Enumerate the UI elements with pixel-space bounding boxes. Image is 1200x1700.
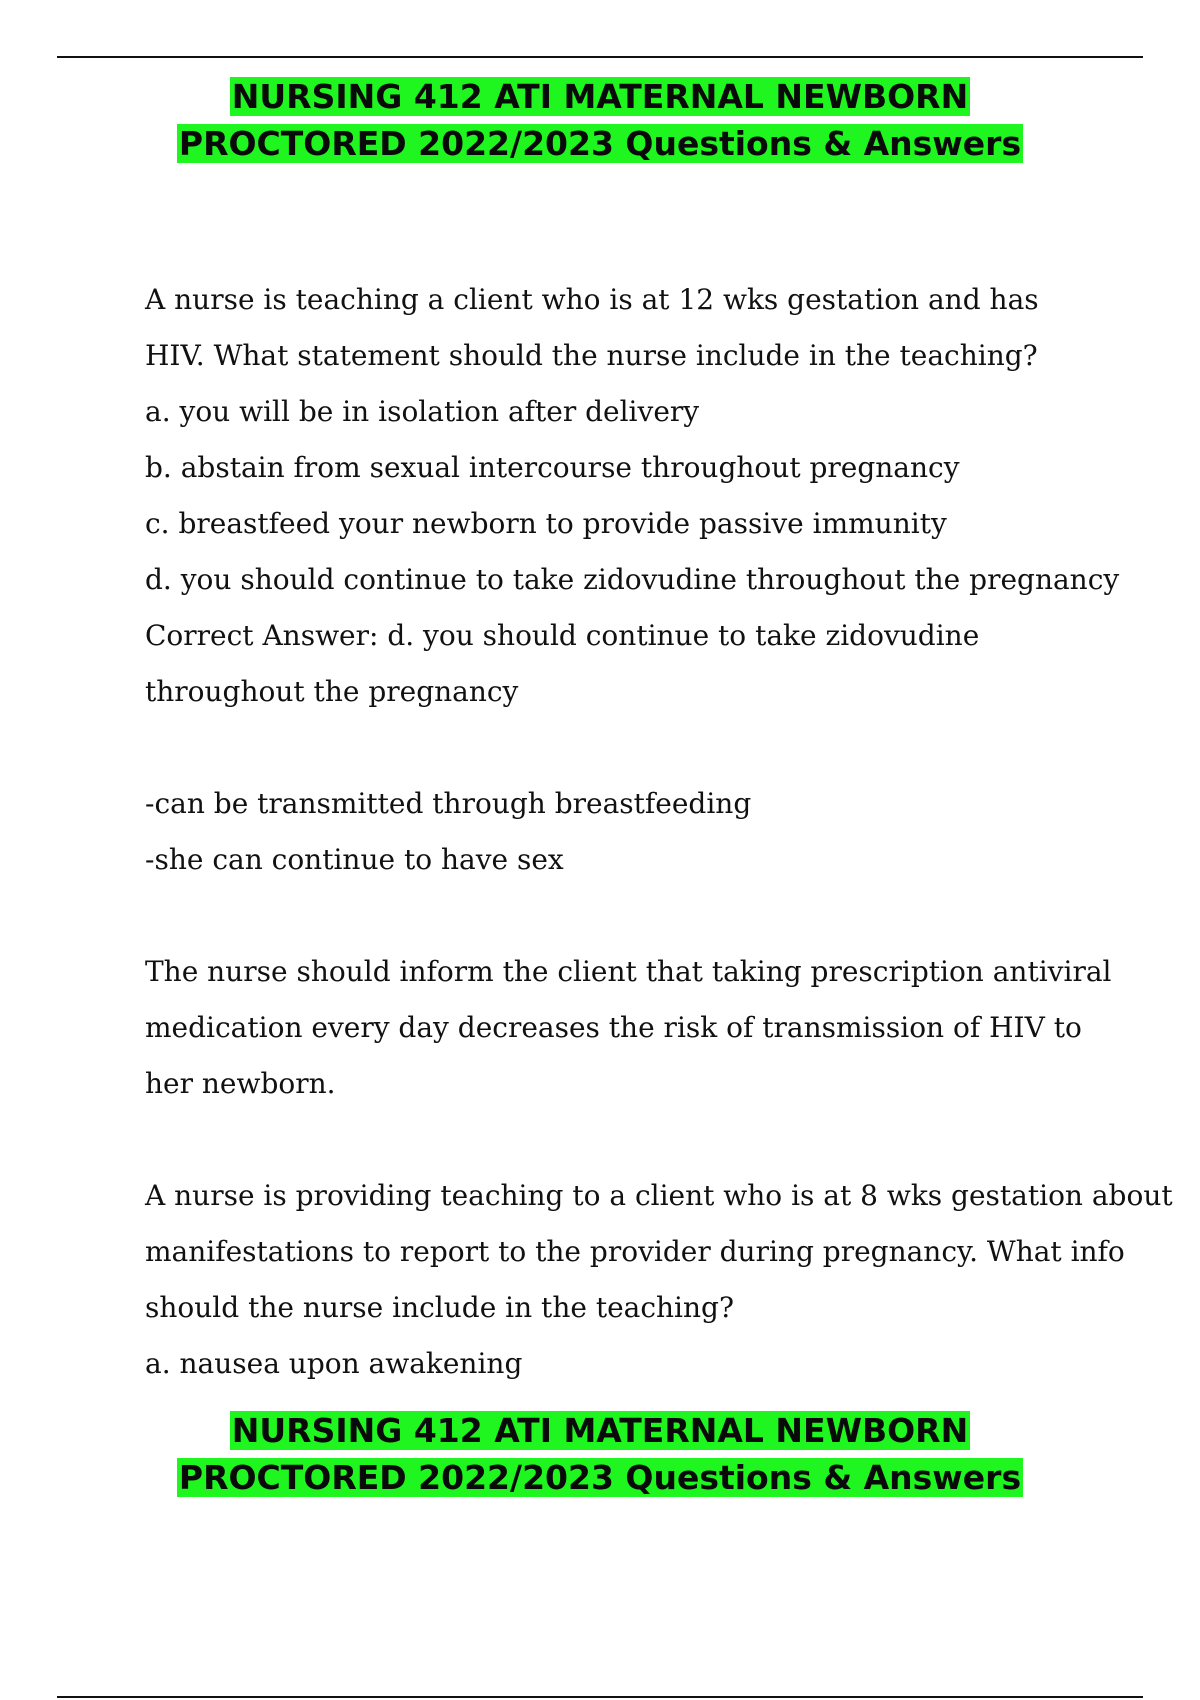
question2-stem-line1: A nurse is providing teaching to a client who is at 8 wks gestation about [145, 1179, 1173, 1212]
bottom-rule [57, 1696, 1143, 1698]
question1-option-b: b. abstain from sexual intercourse throughout pregnancy [145, 451, 960, 484]
question1-stem-line1: A nurse is teaching a client who is at 12 wks gestation and has [145, 283, 1039, 316]
paragraph-gap [145, 720, 1105, 776]
paragraph-gap [145, 1112, 1105, 1168]
question1-rationale-line3: her newborn. [145, 1067, 336, 1100]
question1-answer-line2: throughout the pregnancy [145, 675, 519, 708]
question1-note1: -can be transmitted through breastfeeding [145, 787, 752, 820]
question2-stem-line2: manifestations to report to the provider during pregnancy. What info [145, 1235, 1125, 1268]
question1-rationale-line2: medication every day decreases the risk of transmission of HIV to [145, 1011, 1082, 1044]
question2-option-a: a. nausea upon awakening [145, 1347, 523, 1380]
footer-title-line1: NURSING 412 ATI MATERNAL NEWBORN [231, 1411, 969, 1450]
question1-note2: -she can continue to have sex [145, 843, 564, 876]
question1-answer-line1: Correct Answer: d. you should continue to take zidovudine [145, 619, 980, 652]
top-rule [57, 56, 1143, 58]
question1-option-d: d. you should continue to take zidovudine throughout the pregnancy [145, 563, 1120, 596]
question1-stem-line2: HIV. What statement should the nurse include in the teaching? [145, 339, 1038, 372]
paragraph-gap [145, 888, 1105, 944]
document-header [57, 73, 1143, 167]
document-footer-header [57, 1407, 1143, 1501]
header-title-line2: PROCTORED 2022/2023 Questions & Answers [178, 124, 1022, 163]
document-body [145, 272, 1173, 1392]
question2-stem-line3: should the nurse include in the teaching? [145, 1291, 734, 1324]
question1-rationale-line1: The nurse should inform the client that taking prescription antiviral [145, 955, 1112, 988]
question1-option-a: a. you will be in isolation after delivery [145, 395, 700, 428]
footer-title-line2: PROCTORED 2022/2023 Questions & Answers [178, 1458, 1022, 1497]
header-title-line1: NURSING 412 ATI MATERNAL NEWBORN [231, 77, 969, 116]
question1-option-c: c. breastfeed your newborn to provide passive immunity [145, 507, 947, 540]
